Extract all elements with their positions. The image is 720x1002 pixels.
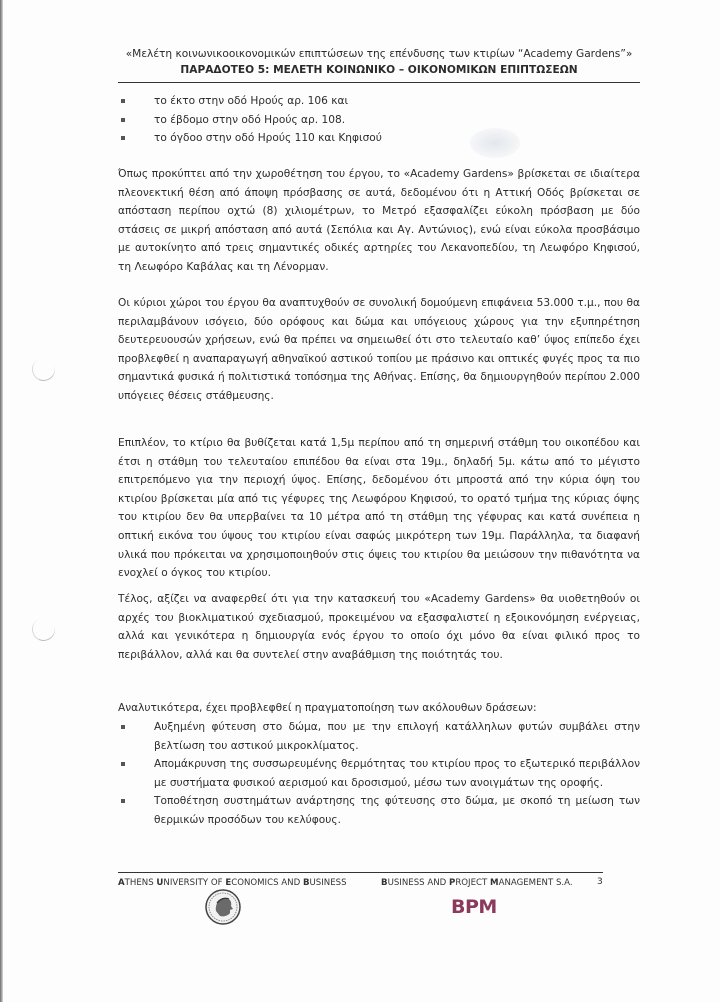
list-item <box>118 718 640 755</box>
list-item-text: το όγδοο στην οδό Ηρούς 110 και Κηφισού <box>154 132 382 145</box>
header-title: ΠΑΡΑΔΟΤΕΟ 5: ΜΕΛΕΤΗ ΚΟΙΝΩΝΙΚΟ – ΟΙΚΟΝΟΜΙΚΩΝ ΕΠΙΠΤΩΣΕΩΝ <box>180 64 578 76</box>
footer-initial: B <box>302 878 310 888</box>
square-bullet-icon <box>121 799 125 803</box>
punch-hole-mark <box>29 615 58 644</box>
square-bullet-icon <box>121 136 125 140</box>
footer-initial: M <box>490 878 499 888</box>
paragraph-bioclimatic: Τέλος, αξίζει να αναφερθεί ότι για την κατασκευή του «Academy Gardens» θα υιοθετηθούν οι αρχές του βιοκλιματικού σχεδιασμού, προκειμένου να εξασφαλιστεί η εξοικονόμηση ενέργειας, αλλά και γενικότερα η δημιουργία ενός έργου το οποίο όχι μόνο θα είναι φιλικό προς το περιβάλλον, αλλά και θα συντελεί στην αναβάθμιση της ποιότητάς του. <box>118 593 640 661</box>
header-divider <box>118 82 640 83</box>
list-item <box>118 755 640 792</box>
square-bullet-icon <box>121 118 125 122</box>
footer-text: THENS <box>124 878 157 888</box>
footer-initial: B <box>381 878 388 888</box>
footer-text: ANAGEMENT S.A. <box>498 878 573 888</box>
square-bullet-icon <box>121 725 125 729</box>
footer-initial: A <box>118 878 125 888</box>
footer-divider <box>118 872 603 873</box>
paragraph-location: Όπως προκύπτει από την χωροθέτηση του έργου, το «Academy Gardens» βρίσκεται σε ιδιαίτερα πλεονεκτική θέση από άποψη πρόσβασης σε αυτά, δεδομένου ότι η Αττική Οδός βρίσκεται σε απόσταση περίπου οχτώ (8) χιλιομέτρων, το Μετρό εξασφαλίζει εύκολη πρόσβαση με δύο στάσεις σε μικρή απόσταση από αυτά (Σεπόλια και Αγ. Αντώνιος), ενώ είναι εύκολα προσβάσιμο με αυτοκίνητο από τρεις σημαντικές οδικές αρτηρίες του Λεκανοπεδίου, τη Λεωφόρο Κηφισού, τη Λεωφόρο Καβάλας και τη Λένορμαν. <box>118 168 640 273</box>
list-item <box>118 92 640 111</box>
punch-hole-mark <box>29 355 58 384</box>
list-item <box>118 792 640 829</box>
footer-text: ROJECT <box>455 878 490 888</box>
aueb-coin-logo-icon <box>205 889 241 925</box>
footer-text: USINESS AND <box>387 878 449 888</box>
paragraph-height: Επιπλέον, το κτίριο θα βυθίζεται κατά 1,5μ περίπου από τη σημερινή στάθμη του οικοπέδου και έτσι η στάθμη του τελευταίου επιπέδου θα είναι στα 19μ., δηλαδή 5μ. κάτω από το μέγιστο επιτρεπόμενο για την περιοχή ύψος. Επίσης, δεδομένου ότι μπροστά από την κύρια όψη του κτιρίου βρίσκεται μία από τις γέφυρες της Λεωφόρου Κηφισού, το ορατό τμήμα της κύριας όψης του κτιρίου δεν θα υπερβαίνει τα 10 μέτρα από τη στάθμη της γέφυρας και κατά συνέπεια η οπτική εικόνα του ύψους του κτιρίου είναι σαφώς μικρότερη των 19μ. Παράλληλα, τα διαφανή υλικά που πρόκειται να χρησιμοποιηθούν στις όψεις του κτιρίου θα μειώσουν την πιθανότητα να ενοχλεί ο όγκος του κτιρίου. <box>118 437 640 580</box>
top-bullet-list <box>118 92 640 148</box>
square-bullet-icon <box>121 99 125 103</box>
footer-text: NIVERSITY OF <box>163 878 226 888</box>
bpm-logo: BPM <box>451 896 497 918</box>
list-item-text: το έβδομο στην οδό Ηρούς αρ. 108. <box>154 113 346 126</box>
footer-initial: E <box>225 878 232 888</box>
page-header <box>118 47 640 77</box>
list-item-text: Τοποθέτηση συστημάτων ανάρτησης της φύτευσης στο δώμα, με σκοπό τη μείωση των θερμικών προσόδων του κελύφους. <box>154 795 640 826</box>
footer-company <box>381 877 573 889</box>
footer-initial: P <box>449 878 456 888</box>
footer-university <box>118 877 347 889</box>
list-item-text: Απομάκρυνση της συσσωρευμένης θερμότητας του κτιρίου προς το εξωτερικό περιβάλλον με συστήματα φυσικού αερισμού και δροσισμού, μέσω των ανοιγμάτων της οροφής. <box>154 758 640 789</box>
page-number: 3 <box>597 877 603 887</box>
paragraph-surface-area: Οι κύριοι χώροι του έργου θα αναπτυχθούν σε συνολική δομούμενη επιφάνεια 53.000 τ.μ., που θα περιλαμβάνουν ισόγειο, δύο ορόφους και δώμα και υπόγειους χώρους για την εξυπηρέτηση δευτερευουσών χρήσεων, ενώ θα πρέπει να σημειωθεί ότι στο τελευταίο καθ’ ύψος επίπεδο έχει προβλεφθεί η αναπαραγωγή αθηναϊκού αστικού τοπίου με πράσινο και οπτικές φυγές προς τα πιο σημαντικά φυσικά ή πολιτιστικά τοπόσημα της Αθήνας. Επίσης, θα δημιουργηθούν περίπου 2.000 υπόγειες θέσεις στάθμευσης. <box>118 297 640 402</box>
footer-text: USINESS <box>309 878 347 888</box>
footer-initial: U <box>156 878 164 888</box>
scan-left-edge <box>0 0 3 1002</box>
header-subtitle: «Μελέτη κοινωνικοοικονομικών επιπτώσεων της επένδυσης των κτιρίων “Academy Gardens”» <box>125 48 633 60</box>
square-bullet-icon <box>121 762 125 766</box>
paragraph-actions-intro: Αναλυτικότερα, έχει προβλεφθεί η πραγματοποίηση των ακόλουθων δράσεων: <box>118 702 537 714</box>
list-item <box>118 129 640 148</box>
list-item-text: Αυξημένη φύτευση στο δώμα, που με την επιλογή κατάλληλων φυτών συμβάλει στην βελτίωση του αστικού μικροκλίματος. <box>154 721 640 752</box>
footer-text: CONOMICS AND <box>231 878 303 888</box>
actions-bullet-list <box>118 718 640 830</box>
list-item <box>118 111 640 130</box>
list-item-text: το έκτο στην οδό Ηρούς αρ. 106 και <box>154 95 349 107</box>
